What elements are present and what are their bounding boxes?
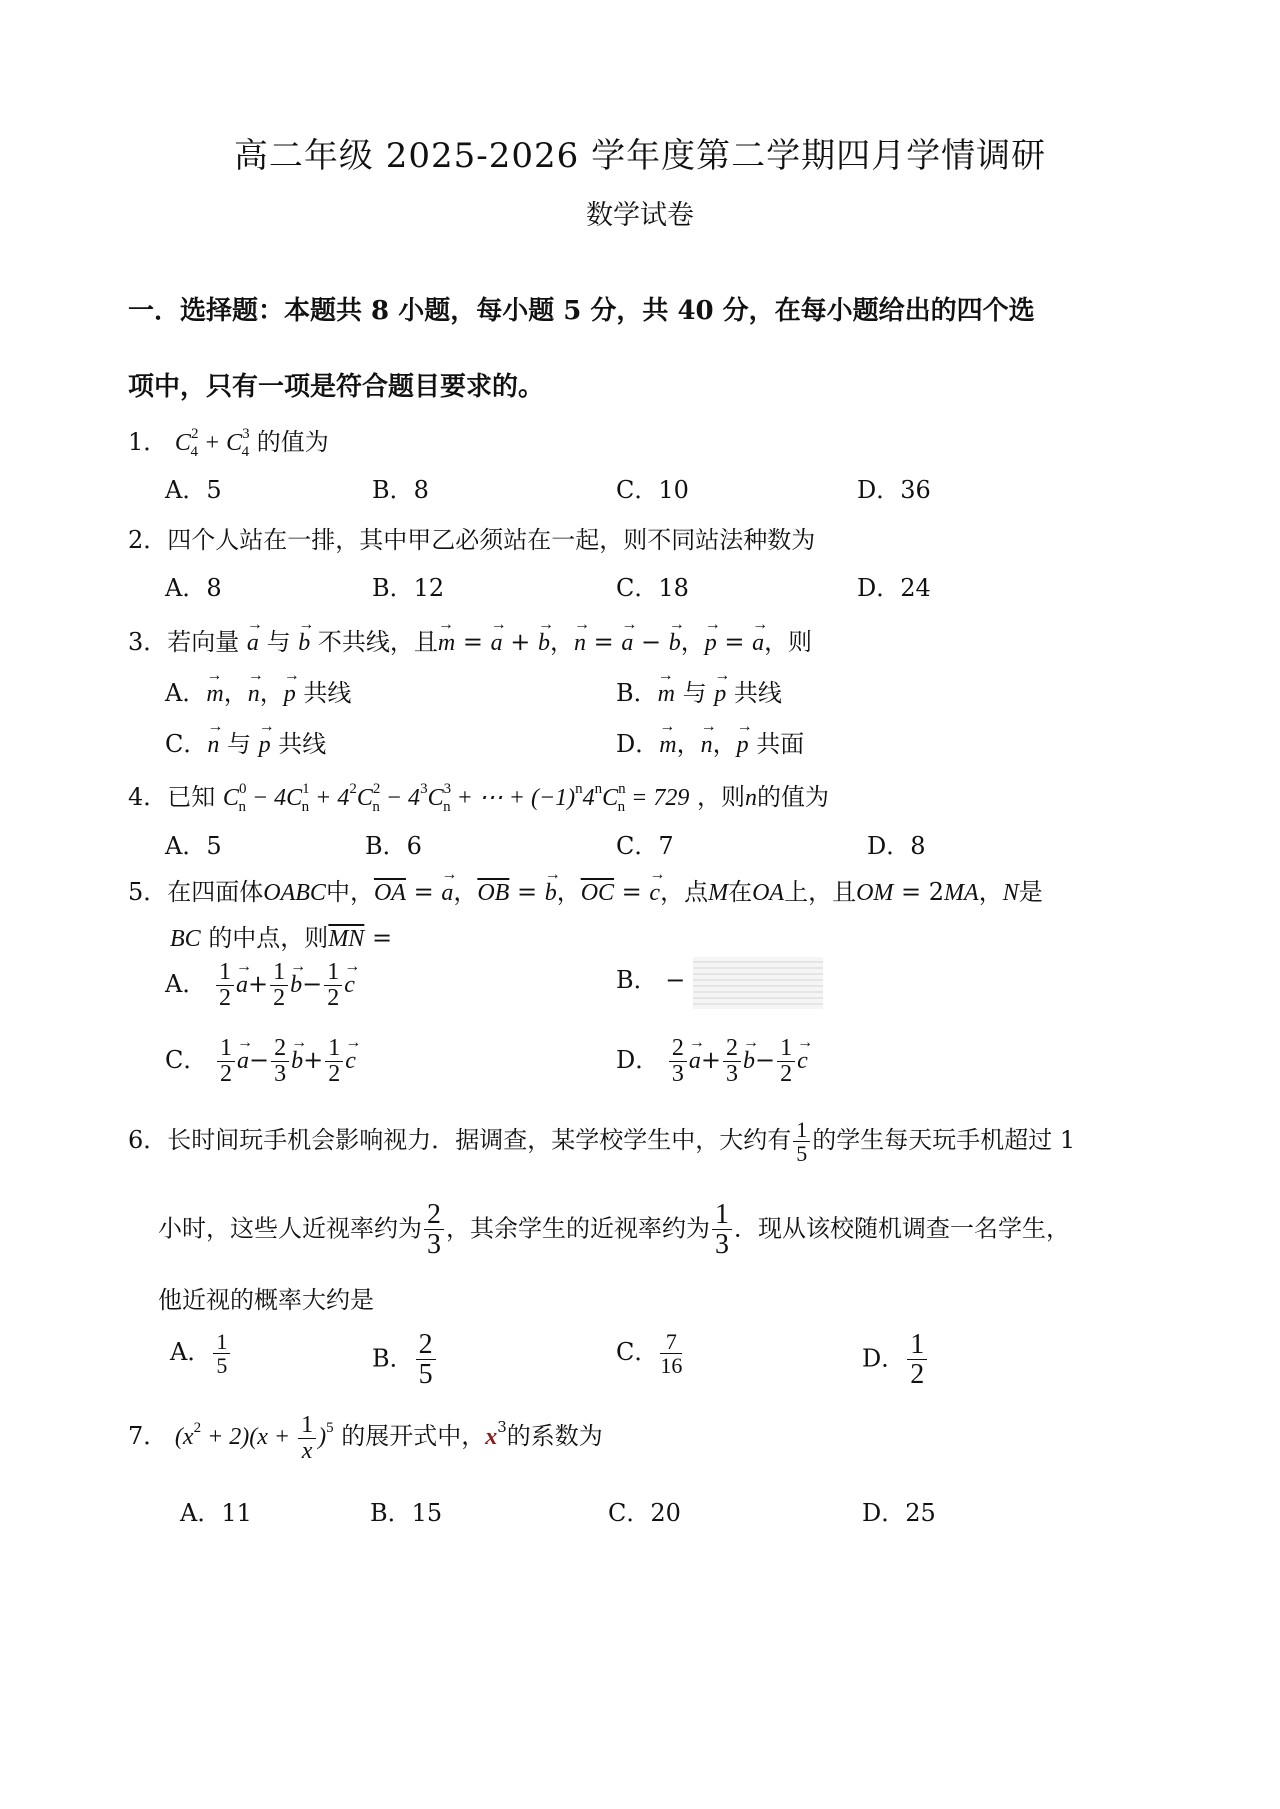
question-number: 5． xyxy=(128,878,168,906)
q5-option-b[interactable]: B． − xyxy=(616,966,686,994)
question-text: 在 xyxy=(728,878,753,906)
question-1 xyxy=(128,422,329,461)
option-letter: B． xyxy=(616,679,658,707)
question-text: 的系数为 xyxy=(506,1422,603,1451)
q6-option-a[interactable]: A． $\frac{1}{5}$ xyxy=(170,1330,232,1377)
option-letter: C． xyxy=(165,1046,208,1075)
question-3: 3．若向量 → a 与 → b 不共线，且→ m = → a + → b，→ n = → a − → b，→ p = → a，则 xyxy=(128,622,812,657)
q7-option-b[interactable]: B．15 xyxy=(370,1499,443,1527)
section-heading-line2: 项中，只有一项是符合题目要求的。 xyxy=(128,372,545,402)
q6-option-d[interactable]: D． $\frac{1}{2}$ xyxy=(862,1330,929,1390)
question-number: 1． xyxy=(128,428,168,456)
q1-option-a[interactable]: A．5 xyxy=(165,476,222,504)
option-letter: A． xyxy=(165,679,207,707)
q2-option-d[interactable]: D．24 xyxy=(857,574,931,602)
q3-option-a[interactable]: A．→ m，→ n，→ p 共线 xyxy=(165,673,351,708)
q6-option-b[interactable]: B． $\frac{2}{5}$ xyxy=(372,1330,438,1390)
question-text: ，则 xyxy=(697,783,746,811)
option-text: 共线 xyxy=(303,679,352,707)
question-6: 6．长时间玩手机会影响视力．据调查，某学校学生中，大约有 $\frac{1}{5}$ 的学生每天玩手机超过 1 xyxy=(128,1117,1076,1167)
exam-subtitle: 数学试卷 xyxy=(586,200,694,231)
question-number: 3． xyxy=(128,628,168,656)
question-text: ，则 xyxy=(764,628,813,656)
q1-option-d[interactable]: D．36 xyxy=(857,476,931,504)
option-text: 共线 xyxy=(278,730,327,758)
question-text: 在四面体 xyxy=(167,878,264,906)
math-expression: $C^2_4 + C^3_4$ xyxy=(174,426,250,460)
q3-option-d[interactable]: D．→ m，→ n，→ p 共面 xyxy=(616,724,804,759)
question-text: 小时，这些人近视率约为 xyxy=(158,1214,422,1243)
question-text: 若向量 xyxy=(167,628,240,656)
q7-option-c[interactable]: C．20 xyxy=(608,1499,681,1527)
q5-option-a[interactable]: A． $\frac{1}{2}$ → a+ $\frac{1}{2}$ → b− $\frac{1}{2}$ → c xyxy=(165,960,355,1011)
exam-title: 高二年级 2025-2026 学年度第二学期四月学情调研 xyxy=(233,136,1047,176)
question-2: 2．四个人站在一排，其中甲乙必须站在一起，则不同站法种数为 xyxy=(128,526,816,554)
question-text: ．现从该校随机调查一名学生， xyxy=(734,1214,1070,1243)
question-text: 上，且 xyxy=(784,878,857,906)
question-text: 长时间玩手机会影响视力．据调查，某学校学生中，大约有 xyxy=(167,1126,792,1155)
question-7: 7． $(x^2 + 2)(x$ + $\frac{1}{x}$ )$^5$ 的展开式中，$x^3$的系数为 xyxy=(128,1412,603,1465)
option-letter: A． xyxy=(170,1338,212,1367)
q5-option-c[interactable]: C． $\frac{1}{2}$ → a− $\frac{2}{3}$ → b+ $\frac{1}{2}$ → c xyxy=(165,1036,356,1087)
option-letter: C． xyxy=(616,1338,659,1367)
question-number: 4． xyxy=(128,783,168,811)
question-text: ，点 xyxy=(660,878,709,906)
q3-option-b[interactable]: B．→ m 与 → p 共线 xyxy=(616,673,782,708)
question-text: 与 xyxy=(266,628,291,656)
option-text: 与 xyxy=(682,679,707,707)
q3-option-c[interactable]: C．→ n 与 → p 共线 xyxy=(165,724,326,759)
question-text: 不共线，且 xyxy=(317,628,438,656)
q2-option-a[interactable]: A．8 xyxy=(165,574,222,602)
math-expression: $(x^2 + 2)(x$ + $\frac{1}{x}$ )$^5$ xyxy=(174,1412,334,1465)
q4-option-b[interactable]: B．6 xyxy=(365,832,422,860)
option-text: 与 xyxy=(227,730,252,758)
option-text: 共面 xyxy=(756,730,805,758)
question-text: 的学生每天玩手机超过 1 xyxy=(812,1126,1076,1155)
q5-option-d[interactable]: D． $\frac{2}{3}$ → a+ $\frac{2}{3}$ → b− $\frac{1}{2}$ → c xyxy=(616,1036,808,1087)
q7-option-d[interactable]: D．25 xyxy=(862,1499,936,1527)
q1-option-b[interactable]: B．8 xyxy=(372,476,429,504)
option-letter: B． xyxy=(372,1344,414,1373)
q6-option-c[interactable]: C． $\frac{7}{16}$ xyxy=(616,1329,683,1379)
q2-option-b[interactable]: B．12 xyxy=(372,574,445,602)
math-expression: $C^0_n - 4C^1_n + 4^2C^2_n - 4^3C^3_n$ + ⋯ + $(-1)^n4^nC^n_n = 729$ xyxy=(222,781,690,815)
option-letter: D． xyxy=(616,730,660,758)
question-6-line3: 他近视的概率大约是 xyxy=(158,1286,374,1314)
question-5: 5．在四面体OABC中，$\overline{OA}$ = → a，$\overline{OB}$ = → b，$\overline{OC}$ = → c，点M在OA上，且OM = 2MA，N是 xyxy=(128,872,1043,907)
q2-option-c[interactable]: C．18 xyxy=(616,574,689,602)
question-4: 4．已知 $C^0_n - 4C^1_n + 4^2C^2_n - 4^3C^3_n$ + ⋯ + $(-1)^n4^nC^n_n = 729$ ，则n的值为 xyxy=(128,781,830,815)
option-letter: B． xyxy=(616,966,658,994)
question-text: 是 xyxy=(1018,878,1043,906)
question-number: 6． xyxy=(128,1126,168,1155)
question-text: 的值为 xyxy=(757,783,830,811)
question-5-line2: BC 的中点，则$\overline{MN}$ = xyxy=(170,924,393,952)
question-6-line2: 小时，这些人近视率约为 $\frac{2}{3}$ ，其余学生的近视率约为 $\frac{1}{3}$ ．现从该校随机调查一名学生， xyxy=(158,1199,1070,1261)
question-text: 的值为 xyxy=(256,428,329,456)
question-text: ，其余学生的近视率约为 xyxy=(446,1214,710,1243)
question-text: 已知 xyxy=(167,783,216,811)
option-letter: D． xyxy=(862,1344,906,1373)
option-letter: D． xyxy=(616,1046,660,1075)
q4-option-c[interactable]: C．7 xyxy=(616,832,674,860)
option-letter: A． xyxy=(165,970,207,999)
option-letter: C． xyxy=(165,730,208,758)
q4-option-a[interactable]: A．5 xyxy=(165,832,222,860)
question-text: 的展开式中， xyxy=(341,1422,486,1451)
q1-option-c[interactable]: C．10 xyxy=(616,476,689,504)
question-number: 7． xyxy=(128,1422,168,1451)
q7-option-a[interactable]: A．11 xyxy=(180,1499,252,1527)
q4-option-d[interactable]: D．8 xyxy=(867,832,926,860)
section-heading-line1: 一．选择题：本题共 8 小题，每小题 5 分，共 40 分，在每小题给出的四个选 xyxy=(128,296,1035,326)
question-text: 中， xyxy=(325,878,374,906)
option-text: 共线 xyxy=(733,679,782,707)
obscured-option-content xyxy=(693,957,823,1009)
question-text: 的中点，则 xyxy=(208,924,329,952)
